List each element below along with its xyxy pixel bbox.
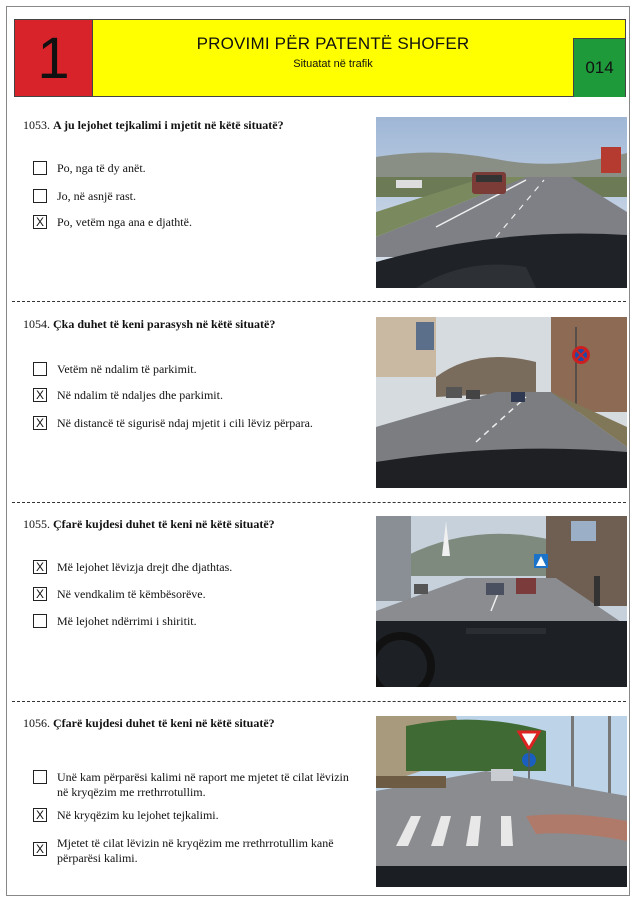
answer-checkbox[interactable]: X [33,416,47,430]
answer-label: Unë kam përparësi kalimi në raport me mjetet të cilat lëvizin në kryqëzim me rrethrrotullim. [57,770,349,799]
answer-option[interactable] [33,388,223,403]
answer-option[interactable] [33,215,192,230]
question-text: Çfarë kujdesi duhet të keni në këtë situatë? [53,716,275,730]
question-1054 [23,317,275,332]
section-divider [12,701,626,702]
answer-label: Më lejohet ndërrimi i shiritit. [57,614,197,628]
question-number: 1056. [23,716,50,730]
question-text: Çka duhet të keni parasysh në këtë situatë? [53,317,276,331]
question-number: 1054. [23,317,50,331]
answer-checkbox[interactable]: X [33,842,47,856]
question-1056 [23,716,275,731]
answer-label: Po, nga të dy anët. [57,161,146,175]
answer-checkbox[interactable]: X [33,560,47,574]
answer-checkbox[interactable] [33,614,47,628]
traffic-photo-no-stopping [376,317,627,488]
section-divider [12,502,626,503]
answer-label: Po, vetëm nga ana e djathtë. [57,215,192,229]
answer-option[interactable] [33,161,146,176]
answer-label: Në kryqëzim ku lejohet tejkalimi. [57,808,219,822]
sheet-code: 014 [573,38,625,97]
answer-checkbox[interactable]: X [33,215,47,229]
answer-checkbox[interactable]: X [33,587,47,601]
question-text: A ju lejohet tejkalimi i mjetit në këtë situatë? [53,118,284,132]
question-1053 [23,118,284,133]
answer-option[interactable] [33,770,358,800]
answer-option[interactable] [33,560,232,575]
exam-subtitle: Situatat në trafik [293,58,373,70]
exam-title: PROVIMI PËR PATENTË SHOFER [196,34,470,53]
exam-header [14,19,626,97]
answer-checkbox[interactable] [33,161,47,175]
answer-label: Në vendkalim të këmbësorëve. [57,587,206,601]
answer-option[interactable] [33,189,136,204]
answer-label: Në ndalim të ndaljes dhe parkimit. [57,388,223,402]
answer-checkbox[interactable] [33,362,47,376]
answer-option[interactable] [33,614,197,629]
answer-checkbox[interactable]: X [33,808,47,822]
answer-option[interactable] [33,836,343,866]
traffic-photo-roundabout [376,716,627,887]
answer-label: Në distancë të sigurisë ndaj mjetit i cili lëviz përpara. [57,416,313,430]
answer-checkbox[interactable]: X [33,388,47,402]
answer-label: Mjetet të cilat lëvizin në kryqëzim me rrethrrotullim kanë përparësi kalimi. [57,836,334,865]
traffic-photo-crosswalk [376,516,627,687]
traffic-photo-overtaking [376,117,627,288]
question-text: Çfarë kujdesi duhet të keni në këtë situatë? [53,517,275,531]
answer-label: Më lejohet lëvizja drejt dhe djathtas. [57,560,233,574]
answer-label: Jo, në asnjë rast. [57,189,136,203]
answer-label: Vetëm në ndalim të parkimit. [57,362,197,376]
category-number: 1 [15,20,93,96]
section-divider [12,301,626,302]
question-number: 1053. [23,118,50,132]
question-1055 [23,517,275,532]
question-number: 1055. [23,517,50,531]
answer-checkbox[interactable] [33,770,47,784]
answer-option[interactable] [33,808,219,823]
answer-option[interactable] [33,416,313,431]
answer-option[interactable] [33,587,206,602]
answer-option[interactable] [33,362,197,377]
answer-checkbox[interactable] [33,189,47,203]
